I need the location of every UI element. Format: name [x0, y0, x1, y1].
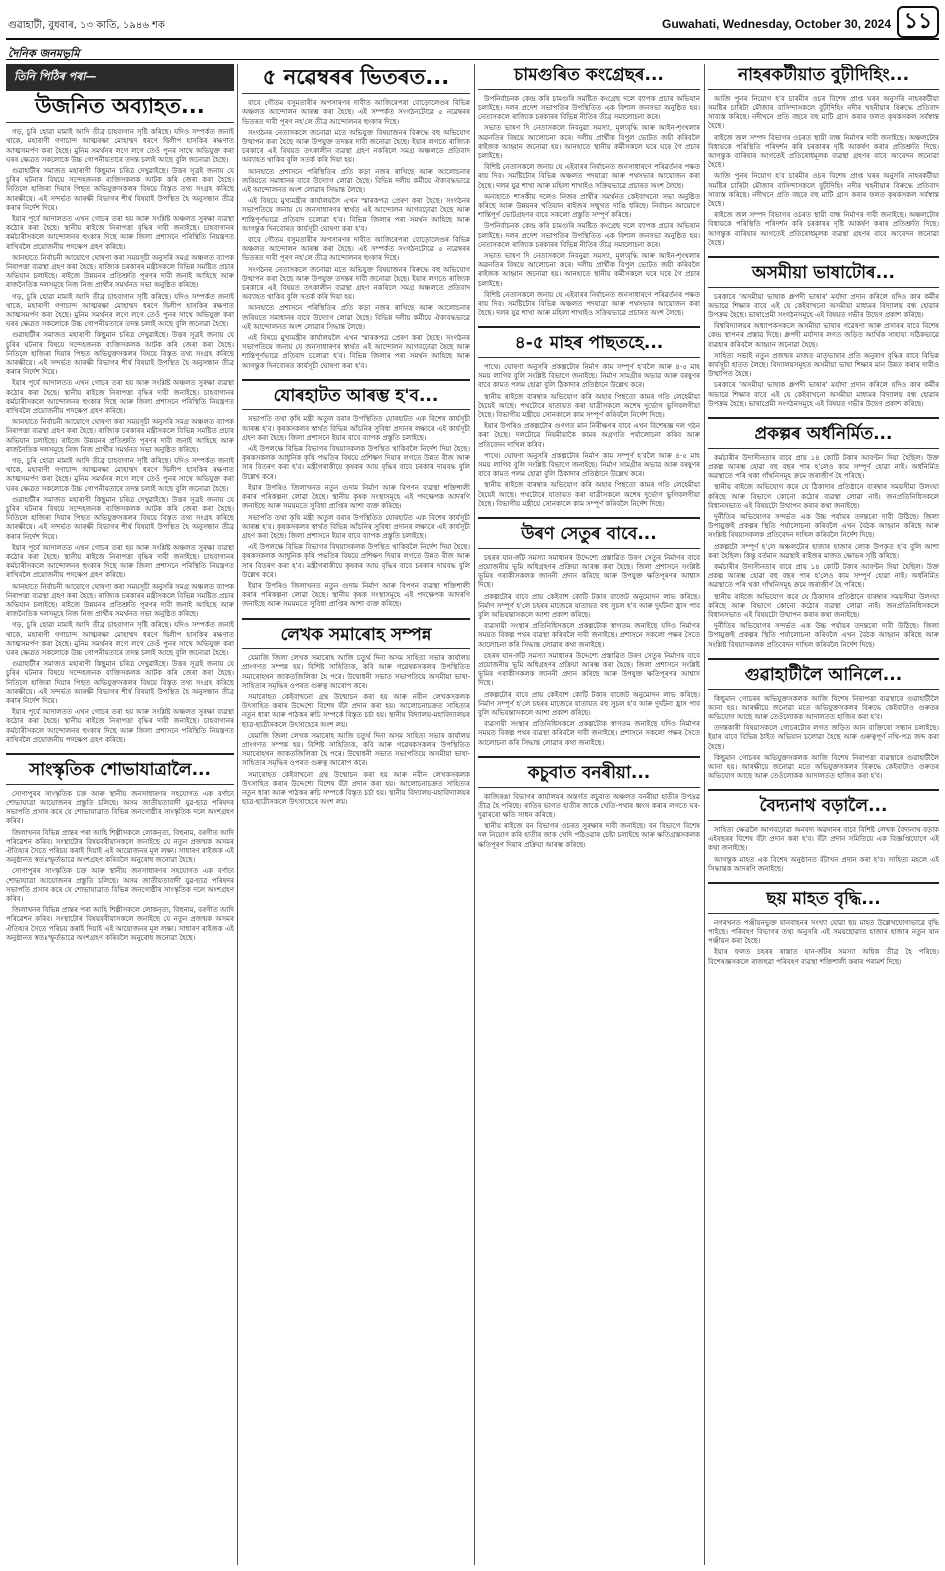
article-body — [242, 415, 470, 609]
article-separator — [708, 256, 939, 258]
article-paragraph: গড়, চুৰি হোৱা মামাই আদি তীব্ৰ চাহবাগান সৃষ্টি কৰিছে। যদিও সম্পৰ্কত জনাই থাকে, মহাৰাণী গণাচান্দ আত্মৰক্ষা মোহাম্মদ ধৰণে দ্বিলীপ হাসকিৰ ৰক্ষণাত আত্মসমৰ্পণ কৰা হৈছে। মুনিম সমৰ্থনৰ লগে লগে তেওঁ পুনৰ সাথে অভিযুক্ত কৰা ঘৰৰ ক্ষেত্ৰত সকলোকে উচ্চ গোপনীয়তাৰে তদন্ত চলাই আছে বুলি জনোৱা হৈছে। — [6, 621, 234, 658]
article-paragraph: বিশ্ববিদ্যালয়ৰ অধ্যাপকসকলে অসমীয়া ভাষাৰ গৱেষণা আৰু প্ৰসাৰৰ বাবে বিশেষ কেন্দ্ৰ স্থাপনৰ প্ৰস্তাৱ দিছে। ধ্ৰুপদী মৰ্যাদাৰ লগত জড়িত আৰ্থিক সাহায্য সঠিকভাৱে ব্যৱহাৰ কৰিবলৈ আহ্বান জনোৱা হৈছে। — [708, 322, 939, 349]
article-headline: উৰণ সেতুৰ বাবে... — [478, 525, 700, 549]
article-headline: লেখক সমাৰোহ সম্পন্ন — [242, 626, 470, 650]
article-paragraph: কৰ্মচাৰীৰ উদাসীনতাৰ বাবে প্ৰায় ১৪ কোটি টকাৰ আবণ্টন দিয়া হৈছিল। উক্ত প্ৰকল্প আৰম্ভ হোৱা বহু বছৰ পাৰ হ'লেও কাম সম্পূৰ্ণ হোৱা নাই। অৰ্ধনিৰ্মিত অৱস্থাতে পৰি থকা গাঁথনিসমূহ ক্ৰমে জৰাজীৰ্ণ হৈ পৰিছে। — [708, 453, 939, 481]
article-headline: প্ৰকল্পৰ অৰ্ধনিৰ্মিত... — [708, 425, 939, 449]
article-paragraph: ৰাইজে জল সম্পদ বিভাগৰ ওচৰত স্থায়ী বান্ধ নিৰ্মাণৰ দাবী জনাইছে। অঞ্চলটোৰ বিধায়কে পৰিস্থিতি পৰিদৰ্শন কৰি চৰকাৰৰ দৃষ্টি আকৰ্ষণ কৰাৰ প্ৰতিশ্ৰুতি দিছে। আগন্তুক বাৰিষাৰ আগতেই প্ৰতিৰোধমূলক ব্যৱস্থা গ্ৰহণৰ বাবে আবেদন জনোৱা হৈছে। — [708, 211, 939, 247]
article-paragraph: পাথে। ঘোষণা অনুসৰি প্ৰকল্পটোৰ নিৰ্মাণ কাম সম্পূৰ্ণ হ'বলৈ আৰু ৪-৫ মাহ সময় লাগিব বুলি সংশ্লিষ্ট বিভাগে জনাইছে। নিৰ্মাণ সামগ্ৰীৰ অভাৱ আৰু বৰষুণৰ বাবে কামত পলম হোৱা বুলি ঠিকাদাৰ প্ৰতিষ্ঠানে উল্লেখ কৰে। — [478, 363, 700, 390]
article-half-built-project — [708, 425, 939, 650]
article-paragraph: আজি পুনৰ নিয়োগ হ'ব চাৰমীৰ ওচৰ বিশেষ প্ৰাপ্ত ঘৰৰ অনুসৰি নাহৰকটীয়া সমষ্টিৰ চাৰিটা মৌজাৰ বাসিন্দাসকলে বুঢ়ীদিহিং নদীৰ খহনীয়াৰ বিৰুদ্ধে প্ৰতিবাদ সাব্যস্ত কৰিছে। নদীখনে প্ৰতি বছৰে বহু মাটি গ্ৰাস কৰাৰ ফলত কৃষকসকল সৰ্বস্বান্ত হৈছে। — [708, 94, 939, 131]
article-separator — [708, 789, 939, 791]
article-writers-festival — [242, 626, 470, 808]
article-assamese-language — [708, 264, 939, 409]
article-paragraph: স্থানীয় ৰাইজে অভিযোগ কৰে যে ঠিকাদাৰ প্ৰতিষ্ঠানে বাৰম্বাৰ সময়সীমা উলংঘা কৰিছে আৰু বিভাগে কোনো কঠোৰ ব্যৱস্থা লোৱা নাই। জনপ্ৰতিনিধিসকলে বিধানসভাত এই বিষয়টো উত্থাপন কৰাৰ কথা জনাইছে। — [708, 483, 939, 510]
article-paragraph: গড়, চুৰি হোৱা মামাই আদি তীব্ৰ চাহবাগান সৃষ্টি কৰিছে। যদিও সম্পৰ্কত জনাই থাকে, মহাৰাণী গণাচান্দ আত্মৰক্ষা মোহাম্মদ ধৰণে দ্বিলীপ হাসকিৰ ৰক্ষণাত আত্মসমৰ্পণ কৰা হৈছে। মুনিম সমৰ্থনৰ লগে লগে তেওঁ পুনৰ সাথে অভিযুক্ত কৰা ঘৰৰ ক্ষেত্ৰত সকলোকে উচ্চ গোপনীয়তাৰে তদন্ত চলাই আছে বুলি জনোৱা হৈছে। — [6, 128, 234, 164]
article-separator — [242, 379, 470, 381]
article-paragraph: বাবে গৌতম বসুমতাৰীৰ অপসাৰণৰ দাবীত আজিৰেপৰা বোড়োলেণ্ডৰ বিভিন্ন অঞ্চলত আন্দোলন আৰম্ভ কৰা হৈছে। এই সম্পৰ্কত সংগঠনটোৱে ৫ নৱেম্বৰৰ ভিতৰত দাবী পূৰণ নহ'লে তীব্ৰ আন্দোলনৰ হুংকাৰ দিছে। — [242, 235, 470, 263]
article-headline: ছয় মাহত বৃদ্ধি... — [708, 890, 939, 914]
article-paragraph: ইয়াৰ পূৰ্বে আদালতত এখন গোচৰ তৰা হয় আৰু সংশ্লিষ্ট অঞ্চলত সুৰক্ষা ব্যৱস্থা কঠোৰ কৰা হৈছে। স্থানীয় ৰাইজে নিৰাপত্তা বৃদ্ধিৰ দাবী জনাইছে। চাহবাগানৰ কৰ্মচাৰীসকলে আন্দোলনৰ হুংকাৰ দিছে আৰু জিলা প্ৰশাসনে পৰিস্থিতি নিয়ন্ত্ৰণত ৰাখিবলৈ প্ৰয়োজনীয় পদক্ষেপ গ্ৰহণ কৰিছে। — [6, 708, 234, 744]
article-paragraph: সংগঠনৰ নেতাসকলে জনোৱা মতে অভিযুক্ত বিষয়াজনৰ বিৰুদ্ধে বহু অভিযোগ উত্থাপন কৰা হৈছে আৰু উপযুক্ত তদন্তৰ দাবী জনোৱা হৈছে। ইয়াৰ লগতে ৰাজ্যিক চৰকাৰে এই বিষয়ত তৎকালীন ব্যৱস্থা গ্ৰহণ নকৰিলে সমগ্ৰ অঞ্চলতে প্ৰতিবাদ অব্যাহত থাকিব বুলি সতৰ্ক কৰি দিয়া হয়। — [242, 128, 470, 165]
article-paragraph: যেমাজি জিলা লেখক সমাৰোহ আজি চতুৰ্থ দিনা অসম সাহিত্য সভাৰ কাৰ্যালয় প্ৰাংগণত সম্পন্ন হয়। বিশিষ্ট সাহিত্যিক, কবি আৰু গৱেষকসকলৰ উপস্থিতিত সমাৰোহখন জাকতজিলিকা হৈ পৰে। উদ্বোধনী সভাত সভাপতিয়ে অসমীয়া ভাষা-সাহিত্যৰ সমৃদ্ধিৰ ওপৰত গুৰুত্ব আৰোপ কৰে। — [242, 731, 470, 768]
article-paragraph: ইয়াৰ পূৰ্বে আদালতত এখন গোচৰ তৰা হয় আৰু সংশ্লিষ্ট অঞ্চলত সুৰক্ষা ব্যৱস্থা কঠোৰ কৰা হৈছে। স্থানীয় ৰাইজে নিৰাপত্তা বৃদ্ধিৰ দাবী জনাইছে। চাহবাগানৰ কৰ্মচাৰীসকলে আন্দোলনৰ হুংকাৰ দিছে আৰু জিলা প্ৰশাসনে পৰিস্থিতি নিয়ন্ত্ৰণত ৰাখিবলৈ প্ৰয়োজনীয় পদক্ষেপ গ্ৰহণ কৰিছে। — [6, 214, 234, 251]
article-headline: চামগুৰিত কংগ্ৰেছৰ... — [478, 66, 700, 90]
column-divider — [474, 64, 475, 1565]
article-paragraph: স্থানীয় ৰাইজে বাৰম্বাৰ অভিযোগ কৰি অহাৰ পিছতো কামৰ গতি লেহেমীয়া হৈয়েই আছে। পথটোৰে যাতায়ত কৰা যাত্ৰীসকলে অশেষ দুৰ্ভোগ ভুগিবলগীয়া হৈছে। বিভাগীয় মন্ত্ৰীয়ে সোনকালে কাম সম্পূৰ্ণ কৰিবলৈ নিৰ্দেশ দিছে। — [478, 392, 700, 420]
article-cultural-procession — [6, 761, 234, 943]
article-paragraph: ইয়াৰ ফলত চহৰৰ ৰাস্তাত যান-জঁটৰ সমস্যা অধিক তীব্ৰ হৈ পৰিছে। বিশেষজ্ঞসকলে ৰাজহুৱা পৰিবহণ ব্যৱস্থা শক্তিশালী কৰাৰ পৰামৰ্শ দিছে। — [708, 948, 939, 966]
column-4 — [708, 64, 939, 1565]
article-paragraph: চৰকাৰে 'অসমীয়া ভাষাক ধ্ৰুপদী ভাষাৰ' মৰ্যাদা প্ৰদান কৰিলে যদিও কাৰ কৰ্মীৰ অভাৱে শিক্ষাৰ বাবে এই যে কেইবাখনো অসমীয়া মাধ্যমৰ বিদ্যালয় বন্ধ হোৱাৰ উপক্ৰম হৈছে। ভাষাপ্ৰেমী সংগঠনসমূহে এই বিষয়ত গভীৰ উদ্বেগ প্ৰকাশ কৰিছে। — [708, 292, 939, 320]
article-paragraph: সভাত ভাষণ দি নেতাসকলে নিবনুৱা সমস্যা, মূল্যবৃদ্ধি আৰু আইন-শৃংখলাৰ অৱনতিৰ বিষয়ে আলোচনা কৰে। দলীয় প্ৰাৰ্থীক বিপুল ভোটত জয়ী কৰিবলৈ ৰাইজক আহ্বান জনোৱা হয়। আনহাতে স্থানীয় কৰ্মীসকলে ঘৰে ঘৰে গৈ প্ৰচাৰ চলাইছে। — [478, 124, 700, 160]
article-paragraph: তদন্তকাৰী বিষয়াসকলে গোচৰটোৰ লগত জড়িত আন ব্যক্তিৰো সন্ধান চলাইছে। ইয়াৰ বাবে বিভিন্ন ঠাইত অভিযান চলোৱা হৈছে আৰু গুৰুত্বপূৰ্ণ নথি-পত্ৰ জব্দ কৰা হৈছে। — [708, 724, 939, 751]
article-headline: বৈদ্যনাথ বড়ালৈ... — [708, 797, 939, 821]
article-paragraph: গড়, চুৰি হোৱা মামাই আদি তীব্ৰ চাহবাগান সৃষ্টি কৰিছে। যদিও সম্পৰ্কত জনাই থাকে, মহাৰাণী গণাচান্দ আত্মৰক্ষা মোহাম্মদ ধৰণে দ্বিলীপ হাসকিৰ ৰক্ষণাত আত্মসমৰ্পণ কৰা হৈছে। মুনিম সমৰ্থনৰ লগে লগে তেওঁ পুনৰ সাথে অভিযুক্ত কৰা ঘৰৰ ক্ষেত্ৰত সকলোকে উচ্চ গোপনীয়তাৰে তদন্ত চলাই আছে বুলি জনোৱা হৈছে। — [6, 457, 234, 493]
article-headline: ৪-৫ মাহৰ পাছতহে... — [478, 334, 700, 358]
article-body — [708, 454, 939, 650]
article-paragraph: আনহাতে প্ৰশাসনে পৰিস্থিতিৰ প্ৰতি কড়া নজৰ ৰাখিছে আৰু আলোচনাৰ জৰিয়তে সমাধানৰ বাবে উদ্যোগ লোৱা হৈছে। বিভিন্ন দলীয় কৰ্মীয়ে ঐক্যবদ্ধভাৱে এই আন্দোলনত অংশ লোৱাৰ সিদ্ধান্ত লৈছে। — [242, 167, 470, 194]
article-body — [708, 826, 939, 874]
masthead — [6, 42, 939, 60]
article-4-5-months — [478, 334, 700, 509]
article-paragraph: ইয়াৰ উপৰিও প্ৰকল্পটোৰ গুণগত মান নিৰীক্ষণৰ বাবে এখন বিশেষজ্ঞ দল গঠন কৰা হৈছে। দলটোৱে নিয়মীয়াকৈ কামৰ অগ্ৰগতি পৰ্যালোচনা কৰিব আৰু প্ৰতিবেদন দাখিল কৰিব। — [478, 422, 700, 449]
header-date-english: Guwahati, Wednesday, October 30, 2024 — [662, 17, 891, 31]
article-headline: গুৱাহাটীলৈ আনিলে... — [708, 666, 939, 690]
article-headline: যোৰহাটত আৰম্ভ হ'ব... — [242, 387, 470, 411]
article-paragraph: এই বিষয়ে মুখ্যমন্ত্ৰীৰ কাৰ্যালয়লৈ এখন স্মাৰকপত্ৰ প্ৰেৰণ কৰা হৈছে। সংগঠনৰ সভাপতিয়ে জনায় যে জনসাধাৰণৰ স্বাৰ্থত এই আন্দোলন আগবঢ়োৱা হৈছে আৰু শান্তিপূৰ্ণভাৱে প্ৰতিবাদ চলোৱা হ'ব। বিভিন্ন জিলাৰ পৰা সমৰ্থন আহিছে আৰু আগন্তুক দিনবোৰত কাৰ্যসূচী ঘোষণা কৰা হ'ব। — [242, 197, 470, 233]
article-paragraph: অন্যহাতে শাসকীয় দলেও নিজৰ প্ৰাৰ্থীৰ সমৰ্থনত কেইবাখনো সভা অনুষ্ঠিত কৰিছে আৰু উন্নয়নৰ খতিয়ান ৰাইজৰ সন্মুখত দাঙি ধৰিছে। নিৰ্বাচন আয়োগে শান্তিপূৰ্ণ ভোটগ্ৰহণৰ বাবে সকলো প্ৰস্তুতি সম্পূৰ্ণ কৰিছে। — [478, 192, 700, 220]
article-paragraph: এই উপলক্ষে বিভিন্ন বিভাগৰ বিষয়াসকলক উপস্থিত থাকিবলৈ নিৰ্দেশ দিয়া হৈছে। কৃষকসকলক আধুনিক কৃষি পদ্ধতিৰ বিষয়ে প্ৰশিক্ষণ দিয়াৰ লগতে উন্নত বীজ আৰু সাৰ বিতৰণ কৰা হ'ব। মন্ত্ৰীগৰাকীয়ে কৃষকৰ আয় বৃদ্ধিৰ বাবে চৰকাৰ দায়বদ্ধ বুলি উল্লেখ কৰে। — [242, 543, 470, 579]
article-body — [478, 95, 700, 319]
article-paragraph: জিলাখনৰ বিভিন্ন প্ৰান্তৰ পৰা আহি শিল্পীসকলে লোকনৃত্য, বিহুনাম, বৰগীত আদি পৰিৱেশন কৰিব। সংস্থাটোৰ বিষয়ববীয়াসকলে জনাইছে যে নতুন প্ৰজন্মক অসমৰ ঐতিহ্যৰ সৈতে পৰিচয় কৰাই দিয়াই এই আয়োজনৰ মূল লক্ষ্য। সাধাৰণ ৰাইজক এই অনুষ্ঠানত স্বতঃস্ফূৰ্তভাৱে অংশগ্ৰহণ কৰিবলৈ অনুৰোধ জনোৱা হৈছে। — [6, 906, 234, 942]
article-body — [708, 919, 939, 967]
page-header — [6, 6, 939, 40]
article-paragraph: প্ৰকল্পটোৰ বাবে প্ৰায় কেইবাশ কোটি টকাৰ বাজেট অনুমোদন লাভ কৰিছে। নিৰ্মাণ সম্পূৰ্ণ হ'লে চহৰৰ মাজেৰে যাতায়ত বহু সুচল হ'ব আৰু দুৰ্ঘটনা হ্ৰাস পাব বুলি অভিযন্তাসকলে আশা প্ৰকাশ কৰিছে। — [478, 592, 700, 619]
article-paragraph: আজি পুনৰ নিয়োগ হ'ব চাৰমীৰ ওচৰ বিশেষ প্ৰাপ্ত ঘৰৰ অনুসৰি নাহৰকটীয়া সমষ্টিৰ চাৰিটা মৌজাৰ বাসিন্দাসকলে বুঢ়ীদিহিং নদীৰ খহনীয়াৰ বিৰুদ্ধে প্ৰতিবাদ সাব্যস্ত কৰিছে। নদীখনে প্ৰতি বছৰে বহু মাটি গ্ৰাস কৰাৰ ফলত কৃষকসকল সৰ্বস্বান্ত হৈছে। — [708, 172, 939, 208]
article-paragraph: সোণাপুৰৰ সাংস্কৃতিক চক্ৰ আৰু স্থানীয় জনসাধাৰণৰ সহযোগত এক বৰ্ণাঢ্য শোভাযাত্ৰা আয়োজনৰ প্ৰস্তুতি চলিছে। অসম জাতীয়তাবাদী যুৱ-ছাত্ৰ পৰিষদৰ সভাপতি প্ৰসাৰ কৰে যে শোভাযাত্ৰাত বিভিন্ন জনগোষ্ঠীৰ সাংস্কৃতিক দলে অংশগ্ৰহণ কৰিব। — [6, 867, 234, 904]
article-paragraph: আনহাতে প্ৰশাসনে পৰিস্থিতিৰ প্ৰতি কড়া নজৰ ৰাখিছে আৰু আলোচনাৰ জৰিয়তে সমাধানৰ বাবে উদ্যোগ লোৱা হৈছে। বিভিন্ন দলীয় কৰ্মীয়ে ঐক্যবদ্ধভাৱে এই আন্দোলনত অংশ লোৱাৰ সিদ্ধান্ত লৈছে। — [242, 304, 470, 331]
article-paragraph: আনহাতে নিৰ্বাচনী আয়োগে ঘোষণা কৰা সময়সূচী অনুসৰি সমগ্ৰ অঞ্চলত ব্যাপক নিৰাপত্তা ব্যৱস্থা গ্ৰহণ কৰা হৈছে। ৰাজ্যিক চৰকাৰৰ মন্ত্ৰীসকলে বিভিন্ন সমষ্টিত প্ৰচাৰ অভিযান চলাইছে। ৰাইজে উন্নয়নৰ প্ৰতিশ্ৰুতি পূৰণৰ দাবী জনাই আহিছে আৰু ৰাজনৈতিক দলসমূহে নিজ নিজ প্ৰাৰ্থীৰ সমৰ্থনত সভা অনুষ্ঠিত কৰিছে। — [6, 582, 234, 619]
article-paragraph: ব্যৱসায়ী সংস্থাৰ প্ৰতিনিধিসকলে প্ৰকল্পটোক স্বাগতম জনাইছে যদিও নিৰ্মাণৰ সময়ত বিকল্প পথৰ ব্যৱস্থা কৰিবলৈ দাবী জনাইছে। প্ৰশাসনে সকলো পক্ষৰ সৈতে আলোচনা কৰি সিদ্ধান্ত লোৱাৰ কথা জনাইছে। — [478, 622, 700, 649]
article-paragraph: ইয়াৰ পূৰ্বে আদালতত এখন গোচৰ তৰা হয় আৰু সংশ্লিষ্ট অঞ্চলত সুৰক্ষা ব্যৱস্থা কঠোৰ কৰা হৈছে। স্থানীয় ৰাইজে নিৰাপত্তা বৃদ্ধিৰ দাবী জনাইছে। চাহবাগানৰ কৰ্মচাৰীসকলে আন্দোলনৰ হুংকাৰ দিছে আৰু জিলা প্ৰশাসনে পৰিস্থিতি নিয়ন্ত্ৰণত ৰাখিবলৈ প্ৰয়োজনীয় পদক্ষেপ গ্ৰহণ কৰিছে। — [6, 543, 234, 580]
article-paragraph: বিশিষ্ট নেতাসকলে জনায় যে এইবাৰৰ নিৰ্বাচনত জনসাধাৰণে পৰিৱৰ্তনৰ পক্ষত ৰায় দিব। সমষ্টিটোৰ বিভিন্ন অঞ্চলত পদযাত্ৰা আৰু পথসভাৰ আয়োজন কৰা হৈছে। দলৰ যুৱ শাখা আৰু মহিলা শাখাইও সক্ৰিয়ভাৱে প্ৰচাৰত অংশ লৈছে। — [478, 163, 700, 190]
article-paragraph: আগন্তুক মাহত এক বিশেষ অনুষ্ঠানত বঁটাখন প্ৰদান কৰা হ'ব। সাহিত্য মহলে এই সিদ্ধান্তক আদৰণি জনাইছে। — [708, 855, 939, 873]
article-separator — [478, 326, 700, 328]
article-paragraph: সমাৰোহত কেইবাখনো গ্ৰন্থ উন্মোচন কৰা হয় আৰু নবীন লেখকসকলক উৎসাহিত কৰাৰ উদ্দেশ্যে বিশেষ বঁটা প্ৰদান কৰা হয়। আলোচনাচক্ৰত সাহিত্যৰ নতুন ধাৰা আৰু পাঠকৰ ৰুচি সম্পৰ্কে বিস্তৃত চৰ্চা হয়। স্থানীয় বিদ্যালয়-মহাবিদ্যালয়ৰ ছাত্ৰ-ছাত্ৰীসকলে উৎসাহেৰে অংশ লয়। — [242, 770, 470, 807]
article-body — [708, 695, 939, 782]
article-separator — [478, 517, 700, 519]
article-body — [708, 293, 939, 409]
article-paragraph: সভাপতি তথা কৃষি মন্ত্ৰী অতুল বৰাৰ উপস্থিতিত যোৰহাটত এক বিশেষ কাৰ্যসূচী আৰম্ভ হ'ব। কৃষকসকলৰ স্বাৰ্থত বিভিন্ন আঁচনিৰ সুবিধা প্ৰদানৰ লক্ষ্যৰে এই কাৰ্যসূচী গ্ৰহণ কৰা হৈছে। জিলা প্ৰশাসনে ইয়াৰ বাবে ব্যাপক প্ৰস্তুতি চলাইছে। — [242, 415, 470, 442]
article-ujanit — [6, 95, 234, 745]
article-headline: সাংস্কৃতিক শোভাযাত্ৰালৈ... — [6, 761, 234, 785]
article-headline: ৫ নৱেম্বৰৰ ভিতৰত... — [242, 66, 470, 94]
article-body — [6, 128, 234, 745]
article-paragraph: যেমাজি জিলা লেখক সমাৰোহ আজি চতুৰ্থ দিনা অসম সাহিত্য সভাৰ কাৰ্যালয় প্ৰাংগণত সম্পন্ন হয়। বিশিষ্ট সাহিত্যিক, কবি আৰু গৱেষকসকলৰ উপস্থিতিত সমাৰোহখন জাকতজিলিকা হৈ পৰে। উদ্বোধনী সভাত সভাপতিয়ে অসমীয়া ভাষা-সাহিত্যৰ সমৃদ্ধিৰ ওপৰত গুৰুত্ব আৰোপ কৰে। — [242, 654, 470, 690]
article-paragraph: এই বিষয়ে মুখ্যমন্ত্ৰীৰ কাৰ্যালয়লৈ এখন স্মাৰকপত্ৰ প্ৰেৰণ কৰা হৈছে। সংগঠনৰ সভাপতিয়ে জনায় যে জনসাধাৰণৰ স্বাৰ্থত এই আন্দোলন আগবঢ়োৱা হৈছে আৰু শান্তিপূৰ্ণভাৱে প্ৰতিবাদ চলোৱা হ'ব। বিভিন্ন জিলাৰ পৰা সমৰ্থন আহিছে আৰু আগন্তুক দিনবোৰত কাৰ্যসূচী ঘোষণা কৰা হ'ব। — [242, 333, 470, 370]
article-paragraph: কিছুমান গোচৰৰ অভিযুক্তসকলক আজি বিশেষ নিৰাপত্তা ব্যৱস্থাৰে গুৱাহাটীলৈ আনা হয়। আৰক্ষীয়ে জনোৱা মতে অভিযুক্তসকলৰ বিৰুদ্ধে কেইবাটাও গুৰুতৰ অভিযোগ আছে আৰু তেওঁলোকক আদালতত হাজিৰ কৰা হ'ব। — [708, 694, 939, 721]
article-separator — [708, 882, 939, 884]
article-separator — [242, 618, 470, 620]
article-jorhat — [242, 387, 470, 610]
article-paragraph: সভাত ভাষণ দি নেতাসকলে নিবনুৱা সমস্যা, মূল্যবৃদ্ধি আৰু আইন-শৃংখলাৰ অৱনতিৰ বিষয়ে আলোচনা কৰে। দলীয় প্ৰাৰ্থীক বিপুল ভোটত জয়ী কৰিবলৈ ৰাইজক আহ্বান জনোৱা হয়। আনহাতে স্থানীয় কৰ্মীসকলে ঘৰে ঘৰে গৈ প্ৰচাৰ চলাইছে। — [478, 251, 700, 288]
article-paragraph: সাহিত্য ক্ষেত্ৰলৈ আগবঢ়োৱা অনবদ্য অৱদানৰ বাবে বিশিষ্ট লেখক বৈদ্যনাথ বড়াক এইবছৰৰ বিশেষ বঁটা প্ৰদান কৰা হ'ব। বঁটা প্ৰদান সমিতিয়ে এক বিজ্ঞপ্তিযোগে এই কথা জনাইছে। — [708, 826, 939, 853]
article-paragraph: প্ৰকল্পটো সম্পূৰ্ণ হ'লে অঞ্চলটোৰ হাজাৰ হাজাৰ লোক উপকৃত হ'ব বুলি আশা কৰা হৈছিল। কিন্তু বৰ্তমান অৱস্থাই ৰাইজৰ মাজত ক্ষোভৰ সৃষ্টি কৰিছে। — [708, 542, 939, 560]
article-headline: কচুবাত বনৰীয়া... — [478, 764, 700, 788]
article-paragraph: গুৱাহাটীৰ সমাজত মহাৰাণী কিছুমান চৰিত্ৰ দেখুৱাইছে। উত্তৰ সূত্ৰই জনায় যে চুৰিৰ ঘটনাৰ বিষয়ে সন্দেহজনক ব্যক্তিসকলক আটক কৰি জেৰা কৰা হৈছে। নিতিলে হাজিৰা দিয়াৰ পিছত অভিযুক্তসকলৰ বিষয়ে বিস্তৃত তথ্য সংগ্ৰহ কৰিছে আৰক্ষীয়ে। এই সন্দৰ্ভত আৰক্ষী বিভাগৰ শীৰ্ষ বিষয়াই উপস্থিত হৈ অনুসন্ধান তীব্ৰ কৰাৰ নিৰ্দেশ দিয়ে। — [6, 166, 234, 212]
article-body — [242, 99, 470, 371]
article-paragraph: উপনিৰ্বাচনক কেন্দ্ৰ কৰি চামগুৰি সমষ্টিত কংগ্ৰেছ দলে ব্যাপক প্ৰচাৰ অভিযান চলাইছে। দলৰ প্ৰদেশ সভাপতিৰ উপস্থিতিত এক বিশাল জনসভা অনুষ্ঠিত হয়। নেতাসকলে ৰাজ্যিক চৰকাৰৰ বিভিন্ন নীতিৰ তীব্ৰ সমালোচনা কৰে। — [478, 222, 700, 249]
article-paragraph: গড়, চুৰি হোৱা মামাই আদি তীব্ৰ চাহবাগান সৃষ্টি কৰিছে। যদিও সম্পৰ্কত জনাই থাকে, মহাৰাণী গণাচান্দ আত্মৰক্ষা মোহাম্মদ ধৰণে দ্বিলীপ হাসকিৰ ৰক্ষণাত আত্মসমৰ্পণ কৰা হৈছে। মুনিম সমৰ্থনৰ লগে লগে তেওঁ পুনৰ সাথে অভিযুক্ত কৰা ঘৰৰ ক্ষেত্ৰত সকলোকে উচ্চ গোপনীয়তাৰে তদন্ত চলাই আছে বুলি জনোৱা হৈছে। — [6, 292, 234, 329]
article-paragraph: সোণাপুৰৰ সাংস্কৃতিক চক্ৰ আৰু স্থানীয় জনসাধাৰণৰ সহযোগত এক বৰ্ণাঢ্য শোভাযাত্ৰা আয়োজনৰ প্ৰস্তুতি চলিছে। অসম জাতীয়তাবাদী যুৱ-ছাত্ৰ পৰিষদৰ সভাপতি প্ৰসাৰ কৰে যে শোভাযাত্ৰাত বিভিন্ন জনগোষ্ঠীৰ সাংস্কৃতিক দলে অংশগ্ৰহণ কৰিব। — [6, 789, 234, 826]
article-paragraph: ইয়াৰ উপৰিও জিলাখনত নতুন গুদাম নিৰ্মাণ আৰু বিপণন ব্যৱস্থা শক্তিশালী কৰাৰ পৰিকল্পনা লোৱা হৈছে। স্থানীয় কৃষক সংস্থাসমূহে এই পদক্ষেপক আদৰণি জনাইছে আৰু সময়মতে সুবিধা প্ৰাপ্তিৰ আশা ব্যক্ত কৰিছে। — [242, 581, 470, 609]
article-paragraph: গুৱাহাটীৰ সমাজত মহাৰাণী কিছুমান চৰিত্ৰ দেখুৱাইছে। উত্তৰ সূত্ৰই জনায় যে চুৰিৰ ঘটনাৰ বিষয়ে সন্দেহজনক ব্যক্তিসকলক আটক কৰি জেৰা কৰা হৈছে। নিতিলে হাজিৰা দিয়াৰ পিছত অভিযুক্তসকলৰ বিষয়ে বিস্তৃত তথ্য সংগ্ৰহ কৰিছে আৰক্ষীয়ে। এই সন্দৰ্ভত আৰক্ষী বিভাগৰ শীৰ্ষ বিষয়াই উপস্থিত হৈ অনুসন্ধান তীব্ৰ কৰাৰ নিৰ্দেশ দিয়ে। — [6, 660, 234, 706]
article-november-5 — [242, 66, 470, 371]
article-paragraph: গুৱাহাটীৰ সমাজত মহাৰাণী কিছুমান চৰিত্ৰ দেখুৱাইছে। উত্তৰ সূত্ৰই জনায় যে চুৰিৰ ঘটনাৰ বিষয়ে সন্দেহজনক ব্যক্তিসকলক আটক কৰি জেৰা কৰা হৈছে। নিতিলে হাজিৰা দিয়াৰ পিছত অভিযুক্তসকলৰ বিষয়ে বিস্তৃত তথ্য সংগ্ৰহ কৰিছে আৰক্ষীয়ে। এই সন্দৰ্ভত আৰক্ষী বিভাগৰ শীৰ্ষ বিষয়াই উপস্থিত হৈ অনুসন্ধান তীব্ৰ কৰাৰ নিৰ্দেশ দিয়ে। — [6, 495, 234, 541]
column-divider — [704, 64, 705, 1565]
article-chamaguri — [478, 66, 700, 318]
article-paragraph: নগৰখনত পঞ্জীয়নভুক্ত যানবাহনৰ সংখ্যা যোৱা ছয় মাহত উল্লেখযোগ্যভাৱে বৃদ্ধি পাইছে। পৰিবহণ বিভাগৰ তথ্য অনুসৰি এই সময়ছোৱাত হাজাৰ হাজাৰ নতুন যান পঞ্জীয়ন কৰা হৈছে। — [708, 918, 939, 946]
article-paragraph: চহৰৰ যান-জঁট সমস্যা সমাধানৰ উদ্দেশ্যে প্ৰস্তাৱিত উৰণ সেতুৰ নিৰ্মাণৰ বাবে প্ৰয়োজনীয় ভূমি অধিগ্ৰহণৰ প্ৰক্ৰিয়া আৰম্ভ কৰা হৈছে। জিলা প্ৰশাসনে সংশ্লিষ্ট ভূমিৰ গৰাকীসকলক জাননী প্ৰদান কৰিছে আৰু উপযুক্ত ক্ষতিপূৰণৰ আশ্বাস দিছে। — [478, 553, 700, 590]
article-body — [6, 790, 234, 943]
article-paragraph: প্ৰকল্পটোৰ বাবে প্ৰায় কেইবাশ কোটি টকাৰ বাজেট অনুমোদন লাভ কৰিছে। নিৰ্মাণ সম্পূৰ্ণ হ'লে চহৰৰ মাজেৰে যাতায়ত বহু সুচল হ'ব আৰু দুৰ্ঘটনা হ্ৰাস পাব বুলি অভিযন্তাসকলে আশা প্ৰকাশ কৰিছে। — [478, 690, 700, 718]
article-paragraph: পাথে। ঘোষণা অনুসৰি প্ৰকল্পটোৰ নিৰ্মাণ কাম সম্পূৰ্ণ হ'বলৈ আৰু ৪-৫ মাহ সময় লাগিব বুলি সংশ্লিষ্ট বিভাগে জনাইছে। নিৰ্মাণ সামগ্ৰীৰ অভাৱ আৰু বৰষুণৰ বাবে কামত পলম হোৱা বুলি ঠিকাদাৰ প্ৰতিষ্ঠানে উল্লেখ কৰে। — [478, 451, 700, 479]
article-paragraph: বিশিষ্ট নেতাসকলে জনায় যে এইবাৰৰ নিৰ্বাচনত জনসাধাৰণে পৰিৱৰ্তনৰ পক্ষত ৰায় দিব। সমষ্টিটোৰ বিভিন্ন অঞ্চলত পদযাত্ৰা আৰু পথসভাৰ আয়োজন কৰা হৈছে। দলৰ যুৱ শাখা আৰু মহিলা শাখাইও সক্ৰিয়ভাৱে প্ৰচাৰত অংশ লৈছে। — [478, 290, 700, 318]
article-naharkatia — [708, 66, 939, 248]
paper-name: দৈনিক জনমভূমি — [8, 47, 80, 60]
article-paragraph: সভাপতি তথা কৃষি মন্ত্ৰী অতুল বৰাৰ উপস্থিতিত যোৰহাটত এক বিশেষ কাৰ্যসূচী আৰম্ভ হ'ব। কৃষকসকলৰ স্বাৰ্থত বিভিন্ন আঁচনিৰ সুবিধা প্ৰদানৰ লক্ষ্যৰে এই কাৰ্যসূচী গ্ৰহণ কৰা হৈছে। জিলা প্ৰশাসনে ইয়াৰ বাবে ব্যাপক প্ৰস্তুতি চলাইছে। — [242, 513, 470, 540]
article-paragraph: দুৰ্নীতিৰ অভিযোগৰ সন্দৰ্ভত এক উচ্চ পৰ্যায়ৰ তদন্তৰো দাবী উঠিছে। জিলা উপায়ুক্তই প্ৰকল্পৰ স্থিতি পৰ্যালোচনা কৰিবলৈ এখন বৈঠক আহ্বান কৰিছে আৰু সংশ্লিষ্ট বিষয়াসকলক প্ৰতিবেদন দাখিল কৰিবলৈ নিৰ্দেশ দিছে। — [708, 622, 939, 649]
article-brought-to-guwahati — [708, 666, 939, 782]
article-paragraph: সংগঠনৰ নেতাসকলে জনোৱা মতে অভিযুক্ত বিষয়াজনৰ বিৰুদ্ধে বহু অভিযোগ উত্থাপন কৰা হৈছে আৰু উপযুক্ত তদন্তৰ দাবী জনোৱা হৈছে। ইয়াৰ লগতে ৰাজ্যিক চৰকাৰে এই বিষয়ত তৎকালীন ব্যৱস্থা গ্ৰহণ নকৰিলে সমগ্ৰ অঞ্চলতে প্ৰতিবাদ অব্যাহত থাকিব বুলি সতৰ্ক কৰি দিয়া হয়। — [242, 265, 470, 302]
article-flyover — [478, 525, 700, 748]
column-1 — [6, 64, 234, 1565]
article-paragraph: সাহিত্য সভাই নতুন প্ৰজন্মৰ মাজত মাতৃভাষাৰ প্ৰতি অনুৰাগ বৃদ্ধিৰ বাবে বিভিন্ন কাৰ্যসূচী হাতত লৈছে। বিদ্যালয়সমূহত অসমীয়া ভাষা শিক্ষাৰ মান উন্নত কৰাৰ দাবীও উত্থাপিত হৈছে। — [708, 351, 939, 379]
article-headline: অসমীয়া ভাষাটোৰ... — [708, 264, 939, 288]
column-divider — [237, 64, 238, 1565]
article-body — [478, 363, 700, 509]
article-paragraph: ব্যৱসায়ী সংস্থাৰ প্ৰতিনিধিসকলে প্ৰকল্পটোক স্বাগতম জনাইছে যদিও নিৰ্মাণৰ সময়ত বিকল্প পথৰ ব্যৱস্থা কৰিবলৈ দাবী জনাইছে। প্ৰশাসনে সকলো পক্ষৰ সৈতে আলোচনা কৰি সিদ্ধান্ত লোৱাৰ কথা জনাইছে। — [478, 720, 700, 747]
article-body — [478, 554, 700, 748]
article-paragraph: কৰ্মচাৰীৰ উদাসীনতাৰ বাবে প্ৰায় ১৪ কোটি টকাৰ আবণ্টন দিয়া হৈছিল। উক্ত প্ৰকল্প আৰম্ভ হোৱা বহু বছৰ পাৰ হ'লেও কাম সম্পূৰ্ণ হোৱা নাই। অৰ্ধনিৰ্মিত অৱস্থাতে পৰি থকা গাঁথনিসমূহ ক্ৰমে জৰাজীৰ্ণ হৈ পৰিছে। — [708, 562, 939, 590]
article-body — [478, 793, 700, 850]
article-paragraph: স্থানীয় ৰাইজে অভিযোগ কৰে যে ঠিকাদাৰ প্ৰতিষ্ঠানে বাৰম্বাৰ সময়সীমা উলংঘা কৰিছে আৰু বিভাগে কোনো কঠোৰ ব্যৱস্থা লোৱা নাই। জনপ্ৰতিনিধিসকলে বিধানসভাত এই বিষয়টো উত্থাপন কৰাৰ কথা জনাইছে। — [708, 592, 939, 619]
article-paragraph: স্থানীয় ৰাইজে বাৰম্বাৰ অভিযোগ কৰি অহাৰ পিছতো কামৰ গতি লেহেমীয়া হৈয়েই আছে। পথটোৰে যাতায়ত কৰা যাত্ৰীসকলে অশেষ দুৰ্ভোগ ভুগিবলগীয়া হৈছে। বিভাগীয় মন্ত্ৰীয়ে সোনকালে কাম সম্পূৰ্ণ কৰিবলৈ নিৰ্দেশ দিছে। — [478, 481, 700, 508]
page-number: ১১ — [897, 6, 939, 38]
article-separator — [478, 756, 700, 758]
article-separator — [708, 658, 939, 660]
article-body — [242, 654, 470, 807]
article-baidyanath-bora — [708, 797, 939, 874]
continued-tag: তিনি পিঠিৰ পৰা— — [6, 64, 234, 91]
column-3 — [478, 64, 700, 1565]
article-kachubat — [478, 764, 700, 850]
article-paragraph: দুৰ্নীতিৰ অভিযোগৰ সন্দৰ্ভত এক উচ্চ পৰ্যায়ৰ তদন্তৰো দাবী উঠিছে। জিলা উপায়ুক্তই প্ৰকল্পৰ স্থিতি পৰ্যালোচনা কৰিবলৈ এখন বৈঠক আহ্বান কৰিছে আৰু সংশ্লিষ্ট বিষয়াসকলক প্ৰতিবেদন দাখিল কৰিবলৈ নিৰ্দেশ দিছে। — [708, 512, 939, 540]
column-2 — [242, 64, 470, 1565]
header-date-assamese: গুৱাহাটী, বুধবাৰ, ১৩ কাতি, ১৯৪৬ শক — [8, 20, 165, 31]
article-paragraph: এই উপলক্ষে বিভিন্ন বিভাগৰ বিষয়াসকলক উপস্থিত থাকিবলৈ নিৰ্দেশ দিয়া হৈছে। কৃষকসকলক আধুনিক কৃষি পদ্ধতিৰ বিষয়ে প্ৰশিক্ষণ দিয়াৰ লগতে উন্নত বীজ আৰু সাৰ বিতৰণ কৰা হ'ব। মন্ত্ৰীগৰাকীয়ে কৃষকৰ আয় বৃদ্ধিৰ বাবে চৰকাৰ দায়বদ্ধ বুলি উল্লেখ কৰে। — [242, 445, 470, 481]
article-headline: উজনিত অব্যাহত... — [6, 95, 234, 123]
article-paragraph: চৰকাৰে 'অসমীয়া ভাষাক ধ্ৰুপদী ভাষাৰ' মৰ্যাদা প্ৰদান কৰিলে যদিও কাৰ কৰ্মীৰ অভাৱে শিক্ষাৰ বাবে এই যে কেইবাখনো অসমীয়া মাধ্যমৰ বিদ্যালয় বন্ধ হোৱাৰ উপক্ৰম হৈছে। ভাষাপ্ৰেমী সংগঠনসমূহে এই বিষয়ত গভীৰ উদ্বেগ প্ৰকাশ কৰিছে। — [708, 381, 939, 408]
article-paragraph: সমাৰোহত কেইবাখনো গ্ৰন্থ উন্মোচন কৰা হয় আৰু নবীন লেখকসকলক উৎসাহিত কৰাৰ উদ্দেশ্যে বিশেষ বঁটা প্ৰদান কৰা হয়। আলোচনাচক্ৰত সাহিত্যৰ নতুন ধাৰা আৰু পাঠকৰ ৰুচি সম্পৰ্কে বিস্তৃত চৰ্চা হয়। স্থানীয় বিদ্যালয়-মহাবিদ্যালয়ৰ ছাত্ৰ-ছাত্ৰীসকলে উৎসাহেৰে অংশ লয়। — [242, 693, 470, 729]
article-paragraph: আনহাতে নিৰ্বাচনী আয়োগে ঘোষণা কৰা সময়সূচী অনুসৰি সমগ্ৰ অঞ্চলত ব্যাপক নিৰাপত্তা ব্যৱস্থা গ্ৰহণ কৰা হৈছে। ৰাজ্যিক চৰকাৰৰ মন্ত্ৰীসকলে বিভিন্ন সমষ্টিত প্ৰচাৰ অভিযান চলাইছে। ৰাইজে উন্নয়নৰ প্ৰতিশ্ৰুতি পূৰণৰ দাবী জনাই আহিছে আৰু ৰাজনৈতিক দলসমূহে নিজ নিজ প্ৰাৰ্থীৰ সমৰ্থনত সভা অনুষ্ঠিত কৰিছে। — [6, 418, 234, 454]
article-headline: নাহৰকটীয়াত বুঢ়ীদিহিং... — [708, 66, 939, 90]
article-separator — [6, 753, 234, 755]
article-paragraph: স্থানীয় ৰাইজে বন বিভাগৰ ওচৰত সুৰক্ষাৰ দাবী জনাইছে। বন বিভাগে বিশেষ দল নিয়োগ কৰি হাতীৰ জাক খেদি পঠিওৱাৰ চেষ্টা চলাইছে আৰু ক্ষতিগ্ৰস্তসকলক ক্ষতিপূৰণ দিয়াৰ প্ৰক্ৰিয়া আৰম্ভ কৰিছে। — [478, 822, 700, 849]
article-paragraph: গুৱাহাটীৰ সমাজত মহাৰাণী কিছুমান চৰিত্ৰ দেখুৱাইছে। উত্তৰ সূত্ৰই জনায় যে চুৰিৰ ঘটনাৰ বিষয়ে সন্দেহজনক ব্যক্তিসকলক আটক কৰি জেৰা কৰা হৈছে। নিতিলে হাজিৰা দিয়াৰ পিছত অভিযুক্তসকলৰ বিষয়ে বিস্তৃত তথ্য সংগ্ৰহ কৰিছে আৰক্ষীয়ে। এই সন্দৰ্ভত আৰক্ষী বিভাগৰ শীৰ্ষ বিষয়াই উপস্থিত হৈ অনুসন্ধান তীব্ৰ কৰাৰ নিৰ্দেশ দিয়ে। — [6, 331, 234, 377]
article-paragraph: কাজিৰঙা বিভাগৰ কাৰ্যালয়ৰ অন্তৰ্গত কচুবাত অঞ্চলত বনৰীয়া হাতীৰ উপদ্ৰৱ তীব্ৰ হৈ পৰিছে। ৰাতিৰ ভাগত হাতীৰ জাকে খেতি-পথাৰ ধ্বংস কৰাৰ লগতে ঘৰ-দুৱাৰৰো ক্ষতি সাধন কৰিছে। — [478, 792, 700, 819]
article-paragraph: কিছুমান গোচৰৰ অভিযুক্তসকলক আজি বিশেষ নিৰাপত্তা ব্যৱস্থাৰে গুৱাহাটীলৈ আনা হয়। আৰক্ষীয়ে জনোৱা মতে অভিযুক্তসকলৰ বিৰুদ্ধে কেইবাটাও গুৰুতৰ অভিযোগ আছে আৰু তেওঁলোকক আদালতত হাজিৰ কৰা হ'ব। — [708, 753, 939, 781]
article-paragraph: চহৰৰ যান-জঁট সমস্যা সমাধানৰ উদ্দেশ্যে প্ৰস্তাৱিত উৰণ সেতুৰ নিৰ্মাণৰ বাবে প্ৰয়োজনীয় ভূমি অধিগ্ৰহণৰ প্ৰক্ৰিয়া আৰম্ভ কৰা হৈছে। জিলা প্ৰশাসনে সংশ্লিষ্ট ভূমিৰ গৰাকীসকলক জাননী প্ৰদান কৰিছে আৰু উপযুক্ত ক্ষতিপূৰণৰ আশ্বাস দিছে। — [478, 651, 700, 688]
article-paragraph: ইয়াৰ পূৰ্বে আদালতত এখন গোচৰ তৰা হয় আৰু সংশ্লিষ্ট অঞ্চলত সুৰক্ষা ব্যৱস্থা কঠোৰ কৰা হৈছে। স্থানীয় ৰাইজে নিৰাপত্তা বৃদ্ধিৰ দাবী জনাইছে। চাহবাগানৰ কৰ্মচাৰীসকলে আন্দোলনৰ হুংকাৰ দিছে আৰু জিলা প্ৰশাসনে পৰিস্থিতি নিয়ন্ত্ৰণত ৰাখিবলৈ প্ৰয়োজনীয় পদক্ষেপ গ্ৰহণ কৰিছে। — [6, 379, 234, 415]
article-paragraph: বাবে গৌতম বসুমতাৰীৰ অপসাৰণৰ দাবীত আজিৰেপৰা বোড়োলেণ্ডৰ বিভিন্ন অঞ্চলত আন্দোলন আৰম্ভ কৰা হৈছে। এই সম্পৰ্কত সংগঠনটোৱে ৫ নৱেম্বৰৰ ভিতৰত দাবী পূৰণ নহ'লে তীব্ৰ আন্দোলনৰ হুংকাৰ দিছে। — [242, 99, 470, 126]
article-paragraph: উপনিৰ্বাচনক কেন্দ্ৰ কৰি চামগুৰি সমষ্টিত কংগ্ৰেছ দলে ব্যাপক প্ৰচাৰ অভিযান চলাইছে। দলৰ প্ৰদেশ সভাপতিৰ উপস্থিতিত এক বিশাল জনসভা অনুষ্ঠিত হয়। নেতাসকলে ৰাজ্যিক চৰকাৰৰ বিভিন্ন নীতিৰ তীব্ৰ সমালোচনা কৰে। — [478, 94, 700, 122]
article-body — [708, 95, 939, 248]
article-separator — [708, 417, 939, 419]
article-paragraph: জিলাখনৰ বিভিন্ন প্ৰান্তৰ পৰা আহি শিল্পীসকলে লোকনৃত্য, বিহুনাম, বৰগীত আদি পৰিৱেশন কৰিব। সংস্থাটোৰ বিষয়ববীয়াসকলে জনাইছে যে নতুন প্ৰজন্মক অসমৰ ঐতিহ্যৰ সৈতে পৰিচয় কৰাই দিয়াই এই আয়োজনৰ মূল লক্ষ্য। সাধাৰণ ৰাইজক এই অনুষ্ঠানত স্বতঃস্ফূৰ্তভাৱে অংশগ্ৰহণ কৰিবলৈ অনুৰোধ জনোৱা হৈছে। — [6, 828, 234, 865]
article-paragraph: ৰাইজে জল সম্পদ বিভাগৰ ওচৰত স্থায়ী বান্ধ নিৰ্মাণৰ দাবী জনাইছে। অঞ্চলটোৰ বিধায়কে পৰিস্থিতি পৰিদৰ্শন কৰি চৰকাৰৰ দৃষ্টি আকৰ্ষণ কৰাৰ প্ৰতিশ্ৰুতি দিছে। আগন্তুক বাৰিষাৰ আগতেই প্ৰতিৰোধমূলক ব্যৱস্থা গ্ৰহণৰ বাবে আবেদন জনোৱা হৈছে। — [708, 133, 939, 170]
article-paragraph: ইয়াৰ উপৰিও জিলাখনত নতুন গুদাম নিৰ্মাণ আৰু বিপণন ব্যৱস্থা শক্তিশালী কৰাৰ পৰিকল্পনা লোৱা হৈছে। স্থানীয় কৃষক সংস্থাসমূহে এই পদক্ষেপক আদৰণি জনাইছে আৰু সময়মতে সুবিধা প্ৰাপ্তিৰ আশা ব্যক্ত কৰিছে। — [242, 483, 470, 511]
article-paragraph: আনহাতে নিৰ্বাচনী আয়োগে ঘোষণা কৰা সময়সূচী অনুসৰি সমগ্ৰ অঞ্চলত ব্যাপক নিৰাপত্তা ব্যৱস্থা গ্ৰহণ কৰা হৈছে। ৰাজ্যিক চৰকাৰৰ মন্ত্ৰীসকলে বিভিন্ন সমষ্টিত প্ৰচাৰ অভিযান চলাইছে। ৰাইজে উন্নয়নৰ প্ৰতিশ্ৰুতি পূৰণৰ দাবী জনাই আহিছে আৰু ৰাজনৈতিক দলসমূহে নিজ নিজ প্ৰাৰ্থীৰ সমৰ্থনত সভা অনুষ্ঠিত কৰিছে। — [6, 253, 234, 290]
article-six-months-increase — [708, 890, 939, 967]
